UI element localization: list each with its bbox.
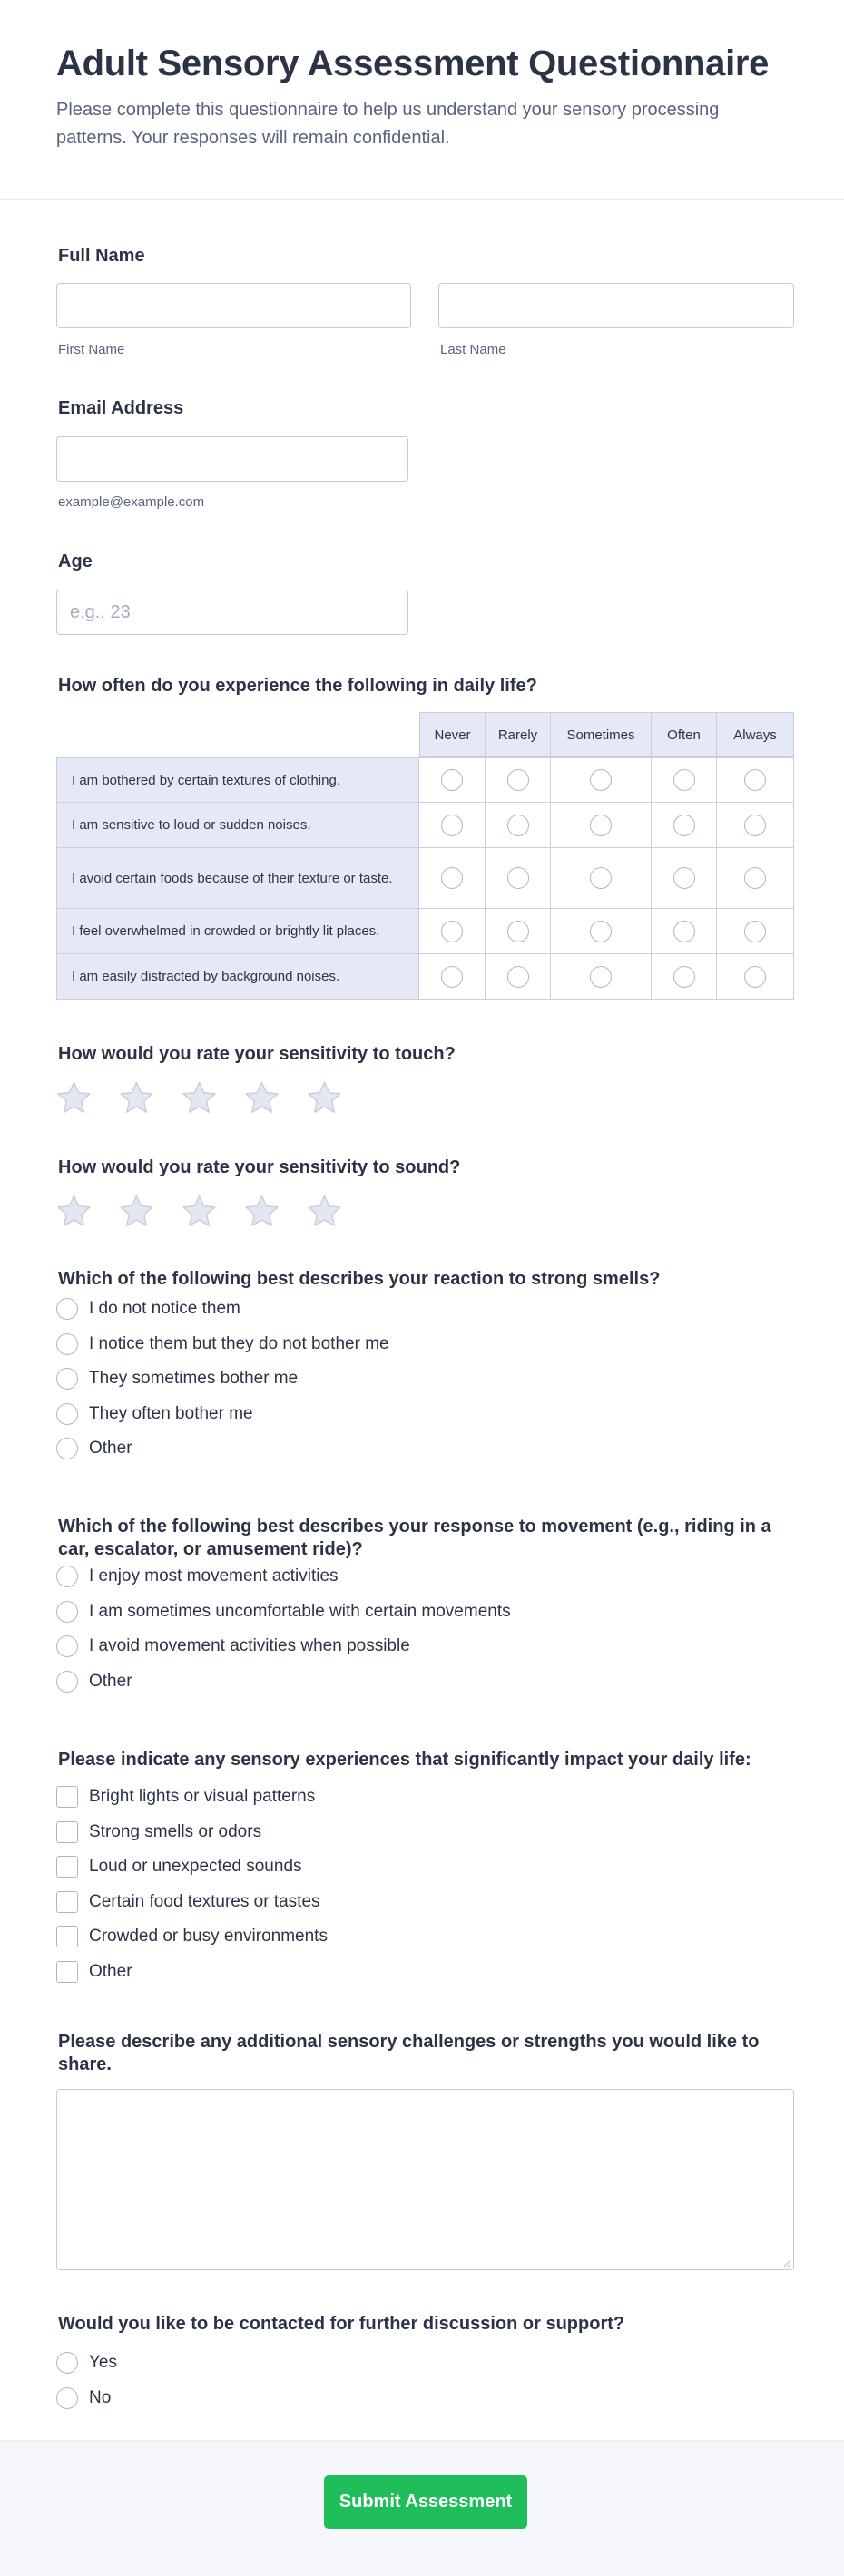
option-label: I enjoy most movement activities: [89, 1566, 339, 1586]
matrix-cell: [717, 848, 794, 908]
radio-button[interactable]: [56, 2387, 78, 2409]
checkbox[interactable]: [56, 1786, 78, 1808]
star-icon[interactable]: [56, 1080, 92, 1115]
movement-option[interactable]: [56, 1564, 339, 1589]
matrix-radio-sometimes[interactable]: [590, 769, 612, 791]
radio-button[interactable]: [56, 1671, 78, 1693]
smells-question: Which of the following best describes your reaction to strong smells?: [58, 1269, 661, 1289]
matrix-radio-always[interactable]: [744, 921, 766, 942]
radio-button[interactable]: [56, 1333, 78, 1355]
matrix-radio-rarely[interactable]: [507, 966, 529, 988]
matrix-column-header: Sometimes: [551, 712, 652, 757]
sound-rating-stars: [56, 1194, 342, 1228]
form-subtitle: Please complete this questionnaire to help us understand your sensory processing patterns. Your responses will remain confidential.: [56, 100, 720, 148]
matrix-cell: [486, 758, 551, 802]
full-name-label: Full Name: [58, 246, 145, 266]
matrix-radio-often[interactable]: [673, 769, 695, 791]
matrix-cell: [419, 758, 486, 802]
option-label: Other: [89, 1439, 132, 1458]
matrix-column-header: Rarely: [486, 712, 551, 757]
option-label: Other: [89, 1961, 132, 1981]
last-name-input[interactable]: [438, 283, 794, 328]
matrix-cell: [486, 803, 551, 847]
movement-option[interactable]: [56, 1634, 410, 1659]
matrix-row-label: I feel overwhelmed in crowded or brightly lit places.: [56, 909, 419, 953]
matrix-cell: [652, 758, 717, 802]
matrix-cell: [419, 803, 486, 847]
first-name-input[interactable]: [56, 283, 411, 328]
email-label: Email Address: [58, 398, 184, 418]
matrix-radio-rarely[interactable]: [507, 815, 529, 836]
age-label: Age: [58, 551, 93, 571]
matrix-radio-never[interactable]: [441, 966, 463, 988]
matrix-radio-often[interactable]: [673, 966, 695, 988]
submit-button[interactable]: Submit Assessment: [324, 2475, 527, 2529]
option-label: I do not notice them: [89, 1299, 240, 1318]
matrix-radio-always[interactable]: [744, 769, 766, 791]
matrix-cell: [717, 758, 794, 802]
movement-option[interactable]: [56, 1669, 132, 1694]
matrix-row: [56, 848, 794, 909]
impacts-option[interactable]: [56, 1924, 328, 1949]
contact-question: Would you like to be contacted for further discussion or support?: [58, 2314, 625, 2334]
matrix-cell: [652, 954, 717, 999]
matrix-cell: [419, 909, 486, 953]
form-title: Adult Sensory Assessment Questionnaire: [56, 44, 770, 83]
matrix-cell: [551, 909, 652, 953]
radio-button[interactable]: [56, 1368, 78, 1390]
star-icon[interactable]: [56, 1194, 92, 1228]
matrix-radio-always[interactable]: [744, 815, 766, 836]
first-name-sublabel: First Name: [58, 342, 125, 357]
matrix-radio-often[interactable]: [673, 815, 695, 836]
option-label: Yes: [89, 2353, 117, 2372]
radio-button[interactable]: [56, 1298, 78, 1320]
matrix-cell: [551, 954, 652, 999]
matrix-radio-sometimes[interactable]: [590, 921, 612, 942]
matrix-row: [56, 757, 794, 803]
movement-option[interactable]: [56, 1599, 511, 1625]
matrix-cell: [551, 803, 652, 847]
smells-option[interactable]: [56, 1296, 240, 1322]
matrix-radio-always[interactable]: [744, 867, 766, 889]
touch-rating-question: How would you rate your sensitivity to touch?: [58, 1044, 456, 1064]
option-label: Other: [89, 1671, 132, 1691]
matrix-radio-rarely[interactable]: [507, 769, 529, 791]
matrix-radio-sometimes[interactable]: [590, 815, 612, 836]
radio-button[interactable]: [56, 1601, 78, 1623]
matrix-radio-often[interactable]: [673, 867, 695, 889]
matrix-row: [56, 803, 794, 848]
star-icon[interactable]: [119, 1194, 154, 1228]
impacts-option[interactable]: [56, 1784, 315, 1810]
matrix-cell: [486, 954, 551, 999]
matrix-column-header: Often: [652, 712, 717, 757]
last-name-sublabel: Last Name: [440, 342, 506, 357]
star-icon[interactable]: [119, 1080, 154, 1115]
matrix-row-label: I am sensitive to loud or sudden noises.: [56, 803, 419, 847]
matrix-radio-never[interactable]: [441, 815, 463, 836]
checkbox[interactable]: [56, 1821, 78, 1843]
option-label: Bright lights or visual patterns: [89, 1787, 316, 1806]
email-sublabel: example@example.com: [58, 494, 205, 510]
matrix-cell: [652, 909, 717, 953]
option-label: I avoid movement activities when possible: [89, 1636, 410, 1655]
matrix-cell: [551, 758, 652, 802]
impacts-option[interactable]: [56, 1889, 320, 1915]
option-label: Crowded or busy environments: [89, 1927, 328, 1946]
smells-option[interactable]: [56, 1332, 389, 1357]
radio-button[interactable]: [56, 1403, 78, 1425]
option-label: They often bother me: [89, 1403, 253, 1423]
checkbox[interactable]: [56, 1961, 78, 1983]
sound-rating-question: How would you rate your sensitivity to sound?: [58, 1157, 461, 1177]
star-icon[interactable]: [244, 1080, 280, 1115]
impacts-option[interactable]: [56, 1854, 302, 1879]
radio-button[interactable]: [56, 1566, 78, 1587]
frequency-matrix: [56, 712, 794, 1002]
option-label: Certain food textures or tastes: [89, 1891, 320, 1911]
matrix-radio-often[interactable]: [673, 921, 695, 942]
email-input[interactable]: [56, 436, 408, 482]
matrix-cell: [419, 954, 486, 999]
movement-question: Which of the following best describes your response to movement (e.g., riding in a car, escalator, or amusement ride)?: [58, 1517, 771, 1559]
form-header: [0, 0, 844, 200]
matrix-question: How often do you experience the following in daily life?: [58, 676, 537, 696]
matrix-radio-never[interactable]: [441, 769, 463, 791]
radio-button[interactable]: [56, 1635, 78, 1657]
matrix-cell: [551, 848, 652, 908]
option-label: They sometimes bother me: [89, 1369, 299, 1388]
smells-option[interactable]: [56, 1366, 298, 1391]
contact-option[interactable]: [56, 2386, 111, 2411]
matrix-radio-sometimes[interactable]: [590, 966, 612, 988]
smells-option[interactable]: [56, 1436, 132, 1461]
matrix-radio-always[interactable]: [744, 966, 766, 988]
contact-option[interactable]: [56, 2350, 117, 2376]
resize-grip-icon[interactable]: [782, 2259, 791, 2268]
matrix-cell: [717, 954, 794, 999]
matrix-row-label: I am bothered by certain textures of clothing.: [56, 758, 419, 802]
matrix-radio-sometimes[interactable]: [590, 867, 612, 889]
matrix-row: [56, 954, 794, 1000]
matrix-cell: [486, 848, 551, 908]
additional-textarea[interactable]: [56, 2089, 794, 2270]
matrix-radio-never[interactable]: [441, 921, 463, 942]
matrix-cell: [652, 848, 717, 908]
touch-rating-stars: [56, 1080, 342, 1115]
matrix-radio-rarely[interactable]: [507, 867, 529, 889]
option-label: Loud or unexpected sounds: [89, 1857, 302, 1876]
matrix-radio-never[interactable]: [441, 867, 463, 889]
smells-option[interactable]: [56, 1401, 253, 1427]
star-icon[interactable]: [244, 1194, 280, 1228]
impacts-option[interactable]: [56, 1959, 132, 1985]
option-label: No: [89, 2387, 112, 2407]
matrix-row-label: I am easily distracted by background noises.: [56, 954, 419, 999]
checkbox[interactable]: [56, 1856, 78, 1878]
matrix-cell: [419, 848, 486, 908]
matrix-row-label: I avoid certain foods because of their texture or taste.: [56, 848, 419, 908]
star-icon[interactable]: [182, 1194, 217, 1228]
matrix-cell: [717, 803, 794, 847]
checkbox[interactable]: [56, 1926, 78, 1947]
matrix-column-header: Never: [419, 712, 486, 757]
matrix-radio-rarely[interactable]: [507, 921, 529, 942]
matrix-cell: [717, 909, 794, 953]
matrix-cell: [652, 803, 717, 847]
star-icon[interactable]: [182, 1080, 217, 1115]
option-label: Strong smells or odors: [89, 1821, 262, 1841]
matrix-row: [56, 909, 794, 954]
star-icon[interactable]: [307, 1194, 342, 1228]
impacts-question: Please indicate any sensory experiences that significantly impact your daily life:: [58, 1750, 751, 1770]
age-input[interactable]: [56, 590, 408, 635]
radio-button[interactable]: [56, 1438, 78, 1459]
radio-button[interactable]: [56, 2352, 78, 2374]
matrix-cell: [486, 909, 551, 953]
checkbox[interactable]: [56, 1891, 78, 1913]
matrix-column-header: Always: [717, 712, 794, 757]
option-label: I am sometimes uncomfortable with certain movements: [89, 1601, 511, 1621]
impacts-option[interactable]: [56, 1820, 261, 1845]
option-label: I notice them but they do not bother me: [89, 1333, 389, 1353]
additional-question: Please describe any additional sensory challenges or strengths you would like to share.: [58, 2032, 760, 2074]
star-icon[interactable]: [307, 1080, 342, 1115]
